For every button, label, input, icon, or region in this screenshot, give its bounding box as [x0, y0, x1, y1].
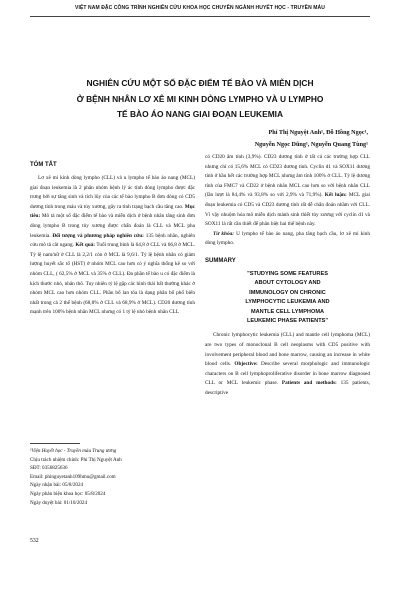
conclusion-label: Kết luận: — [324, 192, 347, 199]
footnotes — [30, 447, 195, 507]
results-continued-text: có CD20 âm tính (3,9%). CD23 dương tính ở tất cả các trường hợp CLL nhưng chỉ có 15,6% MCL có CD23 dương tính. Cyclin d1 và SOX11 dương tính ở hầu hết các trường hợp MCL nhưng âm tính 100% ở CLL. Tỷ lệ dương tính của FMC7 và CD22 ở bệnh nhân MCL cao hơn so với bệnh nhân CLL (lần lượt là 84,4% và 93,8% so với 2,9% và 71,9%). — [205, 154, 370, 199]
english-title-line: IMMUNOLOGY ON CHRONIC — [249, 289, 326, 296]
abstract-continued — [205, 153, 370, 230]
summary-objective-label: Objective: — [234, 361, 258, 368]
approval-date: Ngày duyệt bài: 01/10/2024 — [30, 499, 88, 506]
abstract-heading: TÓM TẮT — [30, 162, 57, 168]
summary-methods-label: Patients and methods: — [281, 380, 337, 387]
header-divider — [30, 16, 370, 17]
abstract-paragraph — [30, 174, 195, 318]
title-line: Ở BỆNH NHÂN LƠ XÊ MI KINH DÒNG LYMPHO VÀ U LYMPHO — [76, 93, 324, 104]
methods-text: 135 bệnh nhân, nghiên cứu mô tả cắt ngang. — [30, 232, 196, 249]
title-line: TẾ BÀO ÁO NANG GIAI ĐOẠN LEUKEMIA — [116, 109, 284, 119]
abstract-intro: Lơ xê mi kinh dòng lympho (CLL) và u lympho tế bào áo nang (MCL) giai đoạn leukemia là 2 phân nhóm bệnh lý ác tính dòng lympho được đặc trưng bởi sự tăng sinh và tích lũy của các tế bào lympho B đơn dòng có CD5 dương tính trong máu và tủy xương, gây ra tình trạng bạch cầu tăng cao. — [30, 175, 195, 210]
english-title-line: MANTLE CELL LYMPHOMA — [250, 308, 325, 315]
english-title-line: LEUKEMIC PHASE PATIENTS" — [246, 317, 329, 324]
english-title-line: ABOUT CYTOLOGY AND — [254, 280, 321, 287]
page-number: 532 — [30, 538, 39, 544]
english-title-line: LYMPHOCYTIC LEUKEMIA AND — [245, 299, 330, 306]
article-title — [30, 76, 370, 123]
results-label: Kết quả: — [75, 242, 96, 249]
title-line: NGHIÊN CỨU MỘT SỐ ĐẶC ĐIỂM TẾ BÀO VÀ MIỄN DỊCH — [86, 78, 314, 88]
review-date: Ngày phản biện khoa học: 05/8/2024 — [30, 490, 106, 497]
summary-paragraph — [205, 331, 370, 398]
phone-note: SĐT: 0356825636 — [30, 465, 68, 472]
keywords-text: U lympho tế bào áo nang, pha tăng bạch cầu, lơ xê mi kinh dòng lympho. — [205, 230, 371, 247]
left-column — [30, 153, 195, 318]
english-title-line: "STUDYING SOME FEATURES — [247, 270, 328, 277]
methods-label: Đối tượng và phương pháp nghiên cứu: — [52, 232, 144, 239]
received-date: Ngày nhận bài: 05/8/2024 — [30, 482, 84, 489]
authors-line: Nguyễn Ngọc Dũng¹, Nguyễn Quang Tùng¹ — [254, 141, 368, 148]
email-note: Email: phinguyetanh109hmu@gmail.com — [30, 473, 116, 480]
affiliation-note: ¹Viện Huyết học - Truyền máu Trung ương — [30, 448, 117, 454]
right-column — [205, 153, 370, 399]
conclusion-text: MCL giai đoạn leukemia có CD5 và CD23 dương tính rất dễ chẩn đoán nhầm với CLL. Vì vậy nhuộm hóa mô miễn dịch mảnh sinh thiết tủy xương với cyclin d1 và SOX11 là rất cần thiết để phân biệt hai thể bệnh này. — [205, 192, 371, 228]
objective-text: Mô tả một số đặc điểm tế bào và miễn dịch ở bệnh nhân tăng sinh đơn dòng lympho B trong tủy xương được chẩn đoán là CLL và MCL pha leukemia. — [30, 213, 195, 239]
footnote-divider — [30, 443, 80, 444]
author-list — [196, 127, 368, 151]
journal-running-header: VIỆT NAM ĐẶC CÔNG TRÌNH NGHIÊN CỨU KHOA HỌC CHUYÊN NGÀNH HUYẾT HỌC - TRUYỀN MÁU — [75, 5, 325, 11]
summary-intro: Chronic lymphocytic leukemia (CLL) and mantle cell lymphoma (MCL) are two types of monoclonal B cell neoplasms with CD5 positive with involvement peripheral blood and bone marrow, causing an increase in white blood cells. — [205, 332, 370, 368]
authors-line: Phí Thị Nguyệt Anh¹, Đỗ Hồng Ngọc¹, — [268, 129, 368, 136]
keywords-paragraph — [205, 230, 370, 249]
results-text: Tuổi trung bình là 64,8 ở CLL và 66,8 ở MCL. Tỷ lệ nam/nữ ở CLL là 2,2/1 còn ở MCL là 9,6/1. Tỷ lệ bệnh nhân có giảm lượng huyết sắc tố (HST) ở nhóm MCL cao hơn có ý nghĩa thống kê so với nhóm CLL, ( 62,5% ở MCL và 35% ở CLL). Đa phần tế bào u có đặc điểm là kích thước nhỏ, nhân thô. Tuy nhiên tỷ lệ gặp các hình thái bất thường khác ở nhóm MCL cao hơn nhóm CLL. Phần bổ lan tỏa là dạng phân bố phổ biến nhất trong cả 2 thể bệnh (68,8% ở CLL và 68,9% ở MCL). CD20 dương tính mạnh trên 100% bệnh nhân MCL nhưng có 1 tỷ lệ nhỏ bệnh nhân CLL — [30, 242, 196, 316]
english-title — [205, 270, 370, 326]
keywords-label: Từ khóa: — [213, 230, 234, 237]
summary-heading: SUMMARY — [205, 257, 236, 264]
corresponding-author: Chịu trách nhiệm chính: Phí Thị Nguyệt Anh — [30, 456, 122, 463]
objective-label: Mục tiêu: — [30, 203, 195, 220]
summary-objective-text: Describe several morphologic and immunologic characters on B cell lymphoproliferative disorder in bone marrow diagnosed CLL or MCL leukemic phase. — [205, 361, 370, 387]
summary-methods-text: 135 patients, descriptive — [205, 380, 370, 396]
